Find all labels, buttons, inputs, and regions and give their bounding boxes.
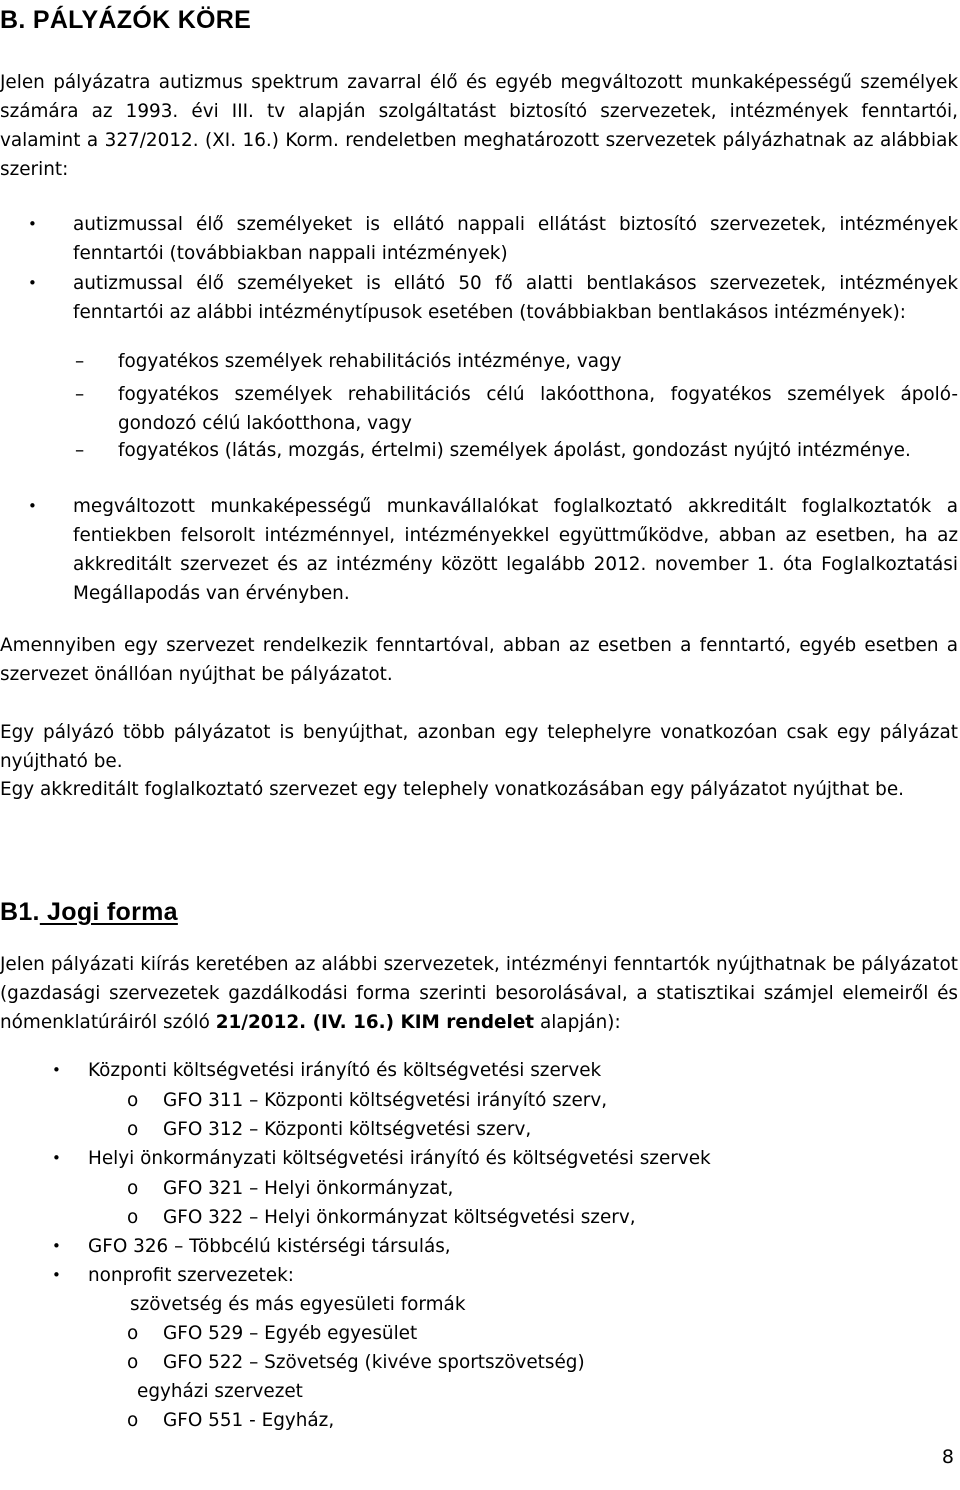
jogi-intro-text: Jelen pályázati kiírás keretében az alábbi szervezetek, intézményi fenntartók nyújthatnak be pályázatot (gazdasági szervezetek gazdálkodási forma szerinti besorolásával, a statisztikai számjel elemeiről és nómenklatúráiról szóló xyxy=(0,954,958,1033)
list-item-gfo326: GFO 326 – Többcélú kistérségi társulás, xyxy=(88,1236,451,1257)
bullet-icon: • xyxy=(52,1266,61,1284)
circle-bullet-icon: o xyxy=(127,1207,139,1228)
jogi-forma-intro xyxy=(0,950,958,1037)
list-item-gfo312: GFO 312 – Központi költségvetési szerv, xyxy=(163,1119,532,1140)
bullet-icon: • xyxy=(28,274,37,292)
section-heading-b: B. PÁLYÁZÓK KÖRE xyxy=(0,6,252,34)
bullet-icon: • xyxy=(52,1061,61,1079)
dash-icon: – xyxy=(75,351,85,372)
intro-paragraph: Jelen pályázatra autizmus spektrum zavarral élő és egyéb megváltozott munkaképességű személyek számára az 1993. évi III. tv alapján szolgáltatást biztosító szervezetek, intézmények fenntartói, valamint a 327/2012. (XI. 16.) Korm. rendeletben meghatározott szervezetek pályázhatnak az alábbiak szerint: xyxy=(0,72,958,180)
section-heading-b1 xyxy=(0,895,958,929)
heading-b1-number: B1. xyxy=(0,898,40,926)
circle-bullet-icon: o xyxy=(127,1090,139,1111)
list-item-gfo311: GFO 311 – Központi költségvetési irányító szerv, xyxy=(163,1090,608,1111)
bullet-akkreditalt: megváltozott munkaképességű munkavállalókat foglalkoztató akkreditált foglalkoztatók a fentiekben felsorolt intézménnyel, intézményekkel együttműködve, abban az esetben, ha az akkreditált szervezet és az intézmény között legalább 2012. november 1. óta Foglalkoztatási Megállapodás van érvényben. xyxy=(73,496,958,604)
heading-b1-title: Jogi forma xyxy=(39,898,178,926)
list-subheading-szovetseg: szövetség és más egyesületi formák xyxy=(130,1294,466,1315)
dash-item-lakootthon: fogyatékos személyek rehabilitációs célú lakóotthona, fogyatékos személyek ápoló-gondozó célú lakóotthona, vagy xyxy=(118,384,958,434)
jogi-intro-tail: alapján): xyxy=(534,1012,621,1033)
bullet-nappali: autizmussal élő személyeket is ellátó nappali ellátást biztosító szervezetek, intézmények fenntartói (továbbiakban nappali intézmények) xyxy=(73,214,958,264)
list-item-gfo321: GFO 321 – Helyi önkormányzat, xyxy=(163,1178,454,1199)
dash-icon: – xyxy=(75,384,85,405)
dash-item-apolas: fogyatékos (látás, mozgás, értelmi) személyek ápolást, gondozást nyújtó intézménye. xyxy=(118,440,911,461)
bullet-bentlakasos: autizmussal élő személyeket is ellátó 50 fő alatti bentlakásos szervezetek, intézmények fenntartói az alábbi intézménytípusok esetében (továbbiakban bentlakásos intézmények): xyxy=(73,273,958,323)
list-item-gfo322: GFO 322 – Helyi önkormányzat költségvetési szerv, xyxy=(163,1207,636,1228)
bullet-icon: • xyxy=(28,215,37,233)
dash-icon: – xyxy=(75,440,85,461)
bullet-icon: • xyxy=(52,1237,61,1255)
circle-bullet-icon: o xyxy=(127,1352,139,1373)
bullet-icon: • xyxy=(28,497,37,515)
list-subheading-egyhazi: egyházi szervezet xyxy=(137,1381,303,1402)
paragraph-akkreditalt-telephely: Egy akkreditált foglalkoztató szervezet egy telephely vonatkozásában egy pályázatot nyújthat be. xyxy=(0,779,904,800)
list-item-gfo551: GFO 551 - Egyház, xyxy=(163,1410,335,1431)
paragraph-tobb-palyazat: Egy pályázó több pályázatot is benyújthat, azonban egy telephelyre vonatkozóan csak egy pályázat nyújtható be. xyxy=(0,722,958,772)
circle-bullet-icon: o xyxy=(127,1323,139,1344)
list-item-nonprofit: nonprofit szervezetek: xyxy=(88,1265,294,1286)
page-number: 8 xyxy=(941,1446,954,1468)
list-item-kozponti: Központi költségvetési irányító és költségvetési szervek xyxy=(88,1060,602,1081)
list-item-helyi: Helyi önkormányzati költségvetési irányító és költségvetési szervek xyxy=(88,1148,711,1169)
circle-bullet-icon: o xyxy=(127,1119,139,1140)
list-item-gfo522: GFO 522 – Szövetség (kivéve sportszövetség) xyxy=(163,1352,585,1373)
circle-bullet-icon: o xyxy=(127,1178,139,1199)
paragraph-fenntarto: Amennyiben egy szervezet rendelkezik fenntartóval, abban az esetben a fenntartó, egyéb esetben a szervezet önállóan nyújthat be pályázatot. xyxy=(0,635,958,685)
jogi-intro-rendelet: 21/2012. (IV. 16.) KIM rendelet xyxy=(215,1012,535,1033)
dash-item-rehab-intezmeny: fogyatékos személyek rehabilitációs intézménye, vagy xyxy=(118,351,622,372)
circle-bullet-icon: o xyxy=(127,1410,139,1431)
list-item-gfo529: GFO 529 – Egyéb egyesület xyxy=(163,1323,418,1344)
bullet-icon: • xyxy=(52,1149,61,1167)
